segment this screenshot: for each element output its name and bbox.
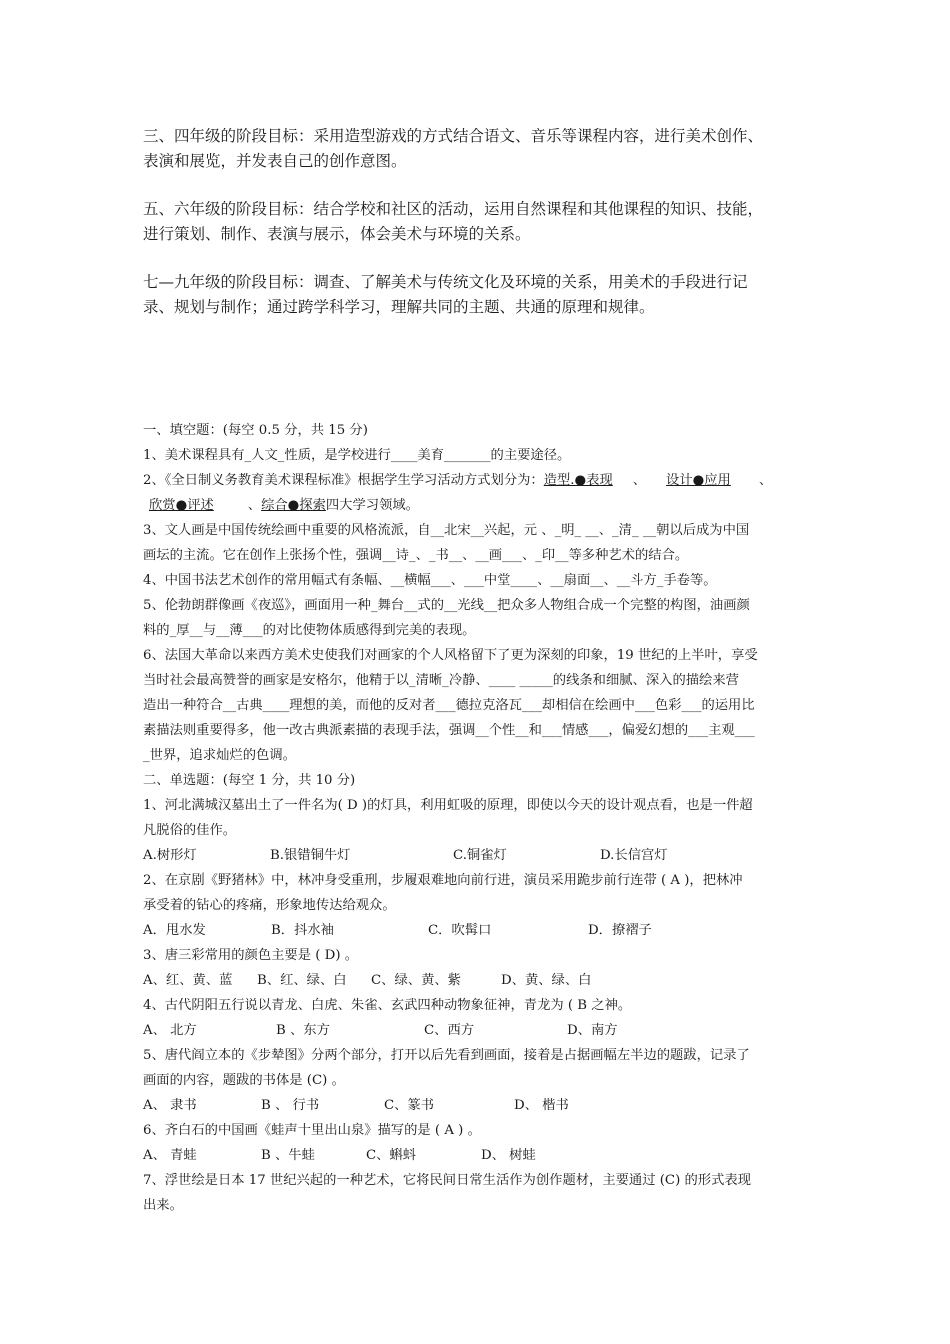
- paragraph-line: 录、规划与制作；通过跨学科学习，理解共同的主题、共通的原理和规律。: [143, 298, 655, 316]
- separator-text: 、: [632, 473, 647, 488]
- choice-question-6-options: [143, 1143, 813, 1168]
- option-b: B、红、绿、白: [257, 973, 347, 988]
- answer-text: 综合●探索: [261, 498, 326, 513]
- option-b: B 、东方: [276, 1023, 330, 1038]
- option-d: D、 树蛙: [481, 1148, 536, 1163]
- separator-text: 、: [758, 473, 773, 488]
- option-c: C、蝌蚪: [366, 1148, 417, 1163]
- choice-question-2-line-2: 承受着的钻心的疼痛，形象地传达给观众。: [143, 898, 396, 913]
- option-b: B.银错铜牛灯: [270, 848, 351, 863]
- paragraph-grade-3-4: [143, 124, 813, 174]
- choice-question-3-options: [143, 968, 813, 993]
- option-d: D．撩褶子: [588, 923, 652, 938]
- option-a: A、 隶书: [143, 1098, 197, 1113]
- option-c: C、篆书: [384, 1098, 435, 1113]
- choice-question-2-options: [143, 918, 813, 943]
- choice-question-5-line-2: 画面的内容，题跋的书体是 (C) 。: [143, 1073, 345, 1088]
- fill-heading: 一、填空题：(每空 0.5 分，共 15 分): [143, 423, 368, 438]
- fill-question-2-line-1: [143, 468, 813, 493]
- choice-question-7-line-2: 出来。: [143, 1198, 183, 1213]
- option-a: A.树形灯: [143, 848, 197, 863]
- choice-question-5-options: [143, 1093, 813, 1118]
- option-c: C．吹髯口: [428, 923, 492, 938]
- choice-question-1-options: [143, 843, 813, 868]
- fill-question-1: 1、美术课程具有_人文_性质，是学校进行____美育_______的主要途径。: [143, 448, 571, 463]
- option-a: A、红、黄、蓝: [143, 973, 233, 988]
- choice-question-7-line-1: 7、浮世绘是日本 17 世纪兴起的一种艺术，它将民间日常生活作为创作题材，主要通过 (C) 的形式表现: [143, 1173, 752, 1188]
- option-d: D、南方: [567, 1023, 618, 1038]
- paragraph-line: 七—九年级的阶段目标：调查、了解美术与传统文化及环境的关系，用美术的手段进行记: [143, 273, 748, 291]
- fill-question-2-line-2: [143, 493, 813, 518]
- choice-question-6: 6、齐白石的中国画《蛙声十里出山泉》描写的是 ( A ) 。: [143, 1123, 481, 1138]
- paragraph-line: 三、四年级的阶段目标：采用造型游戏的方式结合语文、音乐等课程内容，进行美术创作、: [143, 127, 764, 145]
- fill-question-3-line-2: 画坛的主流。它在创作上张扬个性，强调__诗_、_书__、__画___、_印__等多种艺术的结合。: [143, 548, 689, 563]
- option-a: A、 北方: [143, 1023, 197, 1038]
- choice-question-1-line-2: 凡脱俗的佳作。: [143, 823, 237, 838]
- choice-question-2-line-1: 2、在京剧《野猪林》中，林冲身受重刑，步履艰难地向前行进，演员采用跪步前行连带 ( A )，把林冲: [143, 873, 743, 888]
- exam-section: [143, 418, 813, 1218]
- fill-question-4: 4、中国书法艺术创作的常用幅式有条幅、__横幅___、___中堂____、__扇面__、__斗方_手卷等。: [143, 573, 717, 588]
- fill-question-6-line-3: 造出一种符合__古典____理想的美，而他的反对者___德拉克洛瓦___却相信在绘画中___色彩___的运用比: [143, 698, 755, 713]
- option-b: B 、 行书: [261, 1098, 320, 1113]
- option-c: C、绿、黄、紫: [371, 973, 461, 988]
- option-a: A、 青蛙: [143, 1148, 197, 1163]
- paragraph-line: 进行策划、制作、表演与展示，体会美术与环境的关系。: [143, 225, 531, 243]
- paragraph-grade-5-6: [143, 197, 813, 247]
- answer-text: 造型.●表现: [543, 473, 613, 488]
- option-d: D、 楷书: [514, 1098, 569, 1113]
- fill-question-5-line-2: 料的_厚__与__薄___的对比使物体质感得到完美的表现。: [143, 623, 476, 638]
- option-c: C.铜雀灯: [453, 848, 507, 863]
- choice-question-4-options: [143, 1018, 813, 1043]
- paragraph-line: 五、六年级的阶段目标：结合学校和社区的活动，运用自然课程和其他课程的知识、技能，: [143, 200, 764, 218]
- paragraph-grade-7-9: [143, 270, 813, 320]
- fill-question-3-line-1: 3、文人画是中国传统绘画中重要的风格流派，自__北宋__兴起，元 、_明_ __、_清_ __朝以后成为中国: [143, 523, 750, 538]
- answer-text: 欣赏●评述: [149, 498, 214, 513]
- fill-question-6-line-1: 6、法国大革命以来西方美术史使我们对画家的个人风格留下了更为深刻的印象，19 世纪的上半叶，享受: [143, 648, 758, 663]
- choice-question-1-line-1: 1、河北满城汉墓出土了一件名为( D )的灯具，利用虹吸的原理，即使以今天的设计观点看，也是一件超: [143, 798, 753, 813]
- fill-question-5-line-1: 5、伦勃朗群像画《夜巡》，画面用一种_舞台__式的__光线__把众多人物组合成一个完整的构图，油画颜: [143, 598, 750, 613]
- fill-question-6-line-2: 当时社会最高赞誉的画家是安格尔，他精于以_清晰_冷静、____ _____的线条和细腻、深入的描绘来营: [143, 673, 739, 688]
- choice-heading: 二、单选题：(每空 1 分，共 10 分): [143, 773, 356, 788]
- option-b: B．抖水袖: [271, 923, 334, 938]
- option-c: C、西方: [424, 1023, 475, 1038]
- question-text: 2、《全日制义务教育美术课程标准》根据学生学习活动方式划分为：: [143, 473, 544, 488]
- option-a: A．甩水发: [143, 923, 206, 938]
- answer-text: 设计●应用: [666, 473, 731, 488]
- paragraph-line: 表演和展览，并发表自己的创作意图。: [143, 152, 407, 170]
- choice-question-3: 3、唐三彩常用的颜色主要是 ( D) 。: [143, 948, 359, 963]
- fill-question-6-line-4: 素描法则重要得多，他一改古典派素描的表现手法，强调__个性__和___情感___，偏爱幻想的___主观___: [143, 723, 755, 738]
- option-d: D、黄、绿、白: [501, 973, 592, 988]
- choice-question-4: 4、古代阴阳五行说以青龙、白虎、朱雀、玄武四种动物象征神，青龙为 ( B 之神。: [143, 998, 632, 1013]
- separator-text: 、: [247, 498, 262, 513]
- option-b: B 、牛蛙: [261, 1148, 315, 1163]
- fill-question-6-line-5: _世界，追求灿烂的色调。: [143, 748, 296, 763]
- question-text: 四大学习领域。: [325, 498, 419, 513]
- choice-question-5-line-1: 5、唐代阎立本的《步辇图》分两个部分，打开以后先看到画面，接着是占据画幅左半边的题跋，记录了: [143, 1048, 750, 1063]
- option-d: D.长信宫灯: [600, 848, 668, 863]
